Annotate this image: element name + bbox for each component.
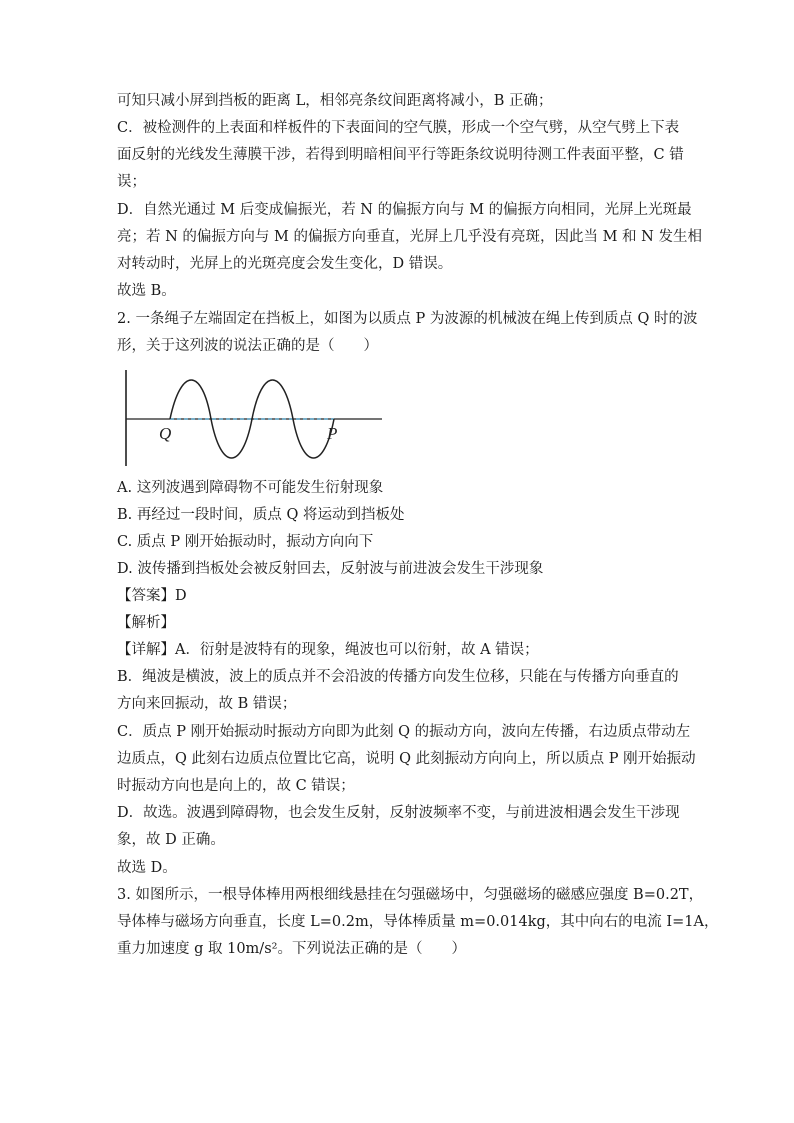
question-3-stem: 3. 如图所示，一根导体棒用两根细线悬挂在匀强磁场中，匀强磁场的磁感应强度 B=0.2T， <box>117 887 704 903</box>
text-line: 面反射的光线发生薄膜干涉，若得到明暗相间平行等距条纹说明待测工件表面平整，C 错 <box>117 147 684 163</box>
analysis-line: 方向来回振动，故 B 错误； <box>117 696 297 712</box>
option-c: C. 质点 P 刚开始振动时，振动方向向下 <box>117 534 374 550</box>
text-line: 对转动时，光屏上的光斑亮度会发生变化，D 错误。 <box>117 256 453 272</box>
question-3-stem: 导体棒与磁场方向垂直，长度 L=0.2m，导体棒质量 m=0.014kg，其中向右的电流 I=1A， <box>117 914 719 930</box>
analysis-line: C．质点 P 刚开始振动时振动方向即为此刻 Q 的振动方向，波向左传播，右边质点带动左 <box>117 724 691 740</box>
option-a: A. 这列波遇到障碍物不可能发生衍射现象 <box>117 480 384 496</box>
text-line: 可知只减小屏到挡板的距离 L，相邻亮条纹间距离将减小，B 正确； <box>117 93 553 109</box>
analysis-line: 象，故 D 正确。 <box>117 832 225 848</box>
text-line: 误； <box>117 174 146 190</box>
option-b: B. 再经过一段时间，质点 Q 将运动到挡板处 <box>117 507 405 523</box>
answer-label: 【答案】D <box>117 588 187 604</box>
analysis-title: 【解析】 <box>117 615 175 631</box>
analysis-line: 时振动方向也是向上的，故 C 错误； <box>117 778 355 794</box>
wave-figure <box>118 368 388 468</box>
option-d: D. 波传播到挡板处会被反射回去，反射波与前进波会发生干涉现象 <box>117 561 544 577</box>
text-line: C．被检测件的上表面和样板件的下表面间的空气膜，形成一个空气劈，从空气劈上下表 <box>117 120 680 136</box>
question-3-stem: 重力加速度 g 取 10m/s²。下列说法正确的是（ ） <box>117 941 466 957</box>
text-line: 故选 B。 <box>117 283 176 299</box>
point-q-label: Q <box>159 424 172 443</box>
question-2-stem: 2. 一条绳子左端固定在挡板上，如图为以质点 P 为波源的机械波在绳上传到质点 Q 时的波 <box>117 311 698 327</box>
analysis-line: 故选 D。 <box>117 860 177 876</box>
analysis-line: 边质点，Q 此刻右边质点位置比它高，说明 Q 此刻振动方向向上，所以质点 P 刚开始振动 <box>117 751 696 767</box>
analysis-line: B．绳波是横波，波上的质点并不会沿波的传播方向发生位移，只能在与传播方向垂直的 <box>117 669 679 685</box>
text-line: D．自然光通过 M 后变成偏振光，若 N 的偏振方向与 M 的偏振方向相同，光屏上光斑最 <box>117 202 692 218</box>
question-2-stem: 形，关于这列波的说法正确的是（ ） <box>117 338 378 354</box>
analysis-line: D．故选。波遇到障碍物，也会发生反射，反射波频率不变，与前进波相遇会发生干涉现 <box>117 805 680 821</box>
point-p-label: P <box>327 424 338 443</box>
analysis-line: 【详解】A．衍射是波特有的现象，绳波也可以衍射，故 A 错误； <box>117 642 539 658</box>
text-line: 亮；若 N 的偏振方向与 M 的偏振方向垂直，光屏上几乎没有亮斑，因此当 M 和 N 发生相 <box>117 229 702 245</box>
